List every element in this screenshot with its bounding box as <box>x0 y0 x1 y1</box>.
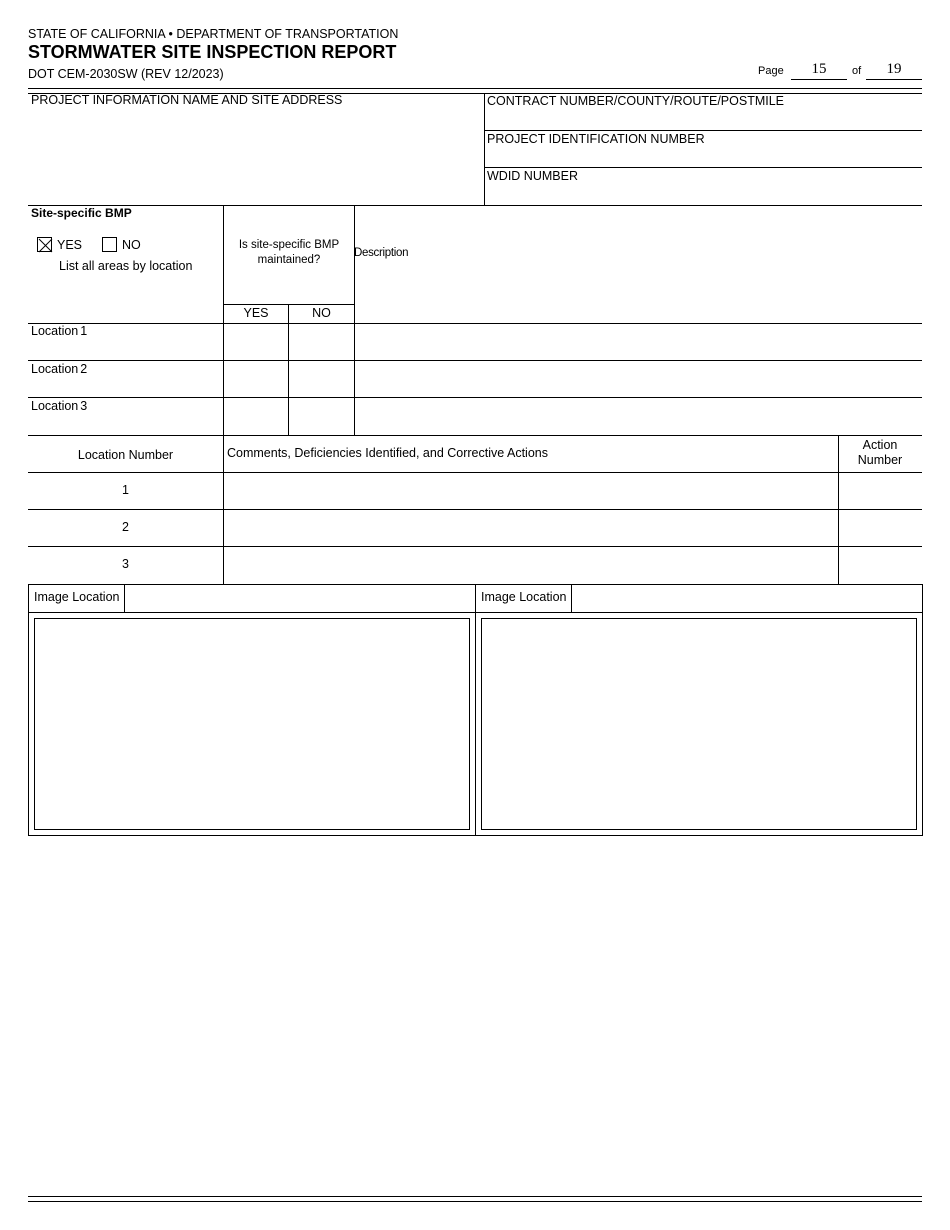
comment-row-number: 1 <box>122 483 129 497</box>
page-number-field[interactable]: 15 <box>811 61 827 77</box>
comment-row-1-field[interactable] <box>224 473 838 509</box>
form-title: STORMWATER SITE INSPECTION REPORT <box>28 42 397 62</box>
agency-line: STATE OF CALIFORNIA • DEPARTMENT OF TRANSPORTATION <box>28 27 399 41</box>
image-location-field-right[interactable] <box>573 586 920 610</box>
bmp-no-label: NO <box>122 238 141 252</box>
wdid-field[interactable] <box>487 185 919 204</box>
location-1-yes-cell[interactable] <box>224 324 288 360</box>
check-x-icon <box>38 238 53 253</box>
bmp-maintained-question: Is site-specific BMP maintained? <box>238 239 340 266</box>
col-yes-header: YES <box>243 306 269 320</box>
bmp-yes-checkbox[interactable] <box>37 237 52 252</box>
bmp-no-checkbox[interactable] <box>102 237 117 252</box>
comments-header: Comments, Deficiencies Identified, and Corrective Actions <box>227 446 548 460</box>
comment-row-2-field[interactable] <box>224 510 838 546</box>
image-location-label-right: Image Location <box>481 590 567 604</box>
location-label: Location 1 <box>31 324 88 338</box>
location-2-yes-cell[interactable] <box>224 361 288 397</box>
location-label: Location 3 <box>31 399 88 413</box>
location-1-no-cell[interactable] <box>289 324 354 360</box>
of-label: of <box>852 65 862 77</box>
project-id-field[interactable] <box>487 148 919 166</box>
project-name-label: PROJECT INFORMATION NAME AND SITE ADDRESS <box>31 93 343 107</box>
project-id-label: PROJECT IDENTIFICATION NUMBER <box>487 132 705 146</box>
bmp-title: Site-specific BMP <box>31 206 132 220</box>
bmp-yes-label: YES <box>57 238 83 252</box>
bmp-instruction: List all areas by location <box>59 259 193 273</box>
location-number-header: Location Number <box>77 448 174 462</box>
location-3-description-field[interactable] <box>355 398 922 434</box>
page-label: Page <box>758 65 784 77</box>
project-name-field[interactable] <box>30 110 480 202</box>
location-2-description-field[interactable] <box>355 361 922 397</box>
description-label: Description <box>354 247 409 259</box>
image-box-right[interactable] <box>481 618 917 830</box>
image-box-left[interactable] <box>34 618 470 830</box>
action-row-2-field[interactable] <box>839 510 922 546</box>
form-id: DOT CEM-2030SW (REV 12/2023) <box>28 67 224 81</box>
comment-row-3-field[interactable] <box>224 547 838 583</box>
action-row-1-field[interactable] <box>839 473 922 509</box>
wdid-label: WDID NUMBER <box>487 169 578 183</box>
contract-number-label: CONTRACT NUMBER/COUNTY/ROUTE/POSTMILE <box>487 94 785 108</box>
location-label: Location 2 <box>31 362 88 376</box>
action-number-header: Action Number <box>857 438 903 467</box>
col-no-header: NO <box>312 306 331 320</box>
contract-number-field[interactable] <box>487 110 919 129</box>
action-row-3-field[interactable] <box>839 547 922 583</box>
footer-rule-top <box>28 1196 922 1197</box>
footer-rule-bottom <box>28 1201 922 1202</box>
location-3-no-cell[interactable] <box>289 398 354 434</box>
location-2-no-cell[interactable] <box>289 361 354 397</box>
location-3-yes-cell[interactable] <box>224 398 288 434</box>
location-1-description-field[interactable] <box>355 324 922 360</box>
image-location-field-left[interactable] <box>126 586 473 610</box>
image-location-label-left: Image Location <box>34 590 120 604</box>
comment-row-number: 2 <box>122 520 129 534</box>
page-total-field[interactable]: 19 <box>886 61 902 77</box>
comment-row-number: 3 <box>122 557 129 571</box>
